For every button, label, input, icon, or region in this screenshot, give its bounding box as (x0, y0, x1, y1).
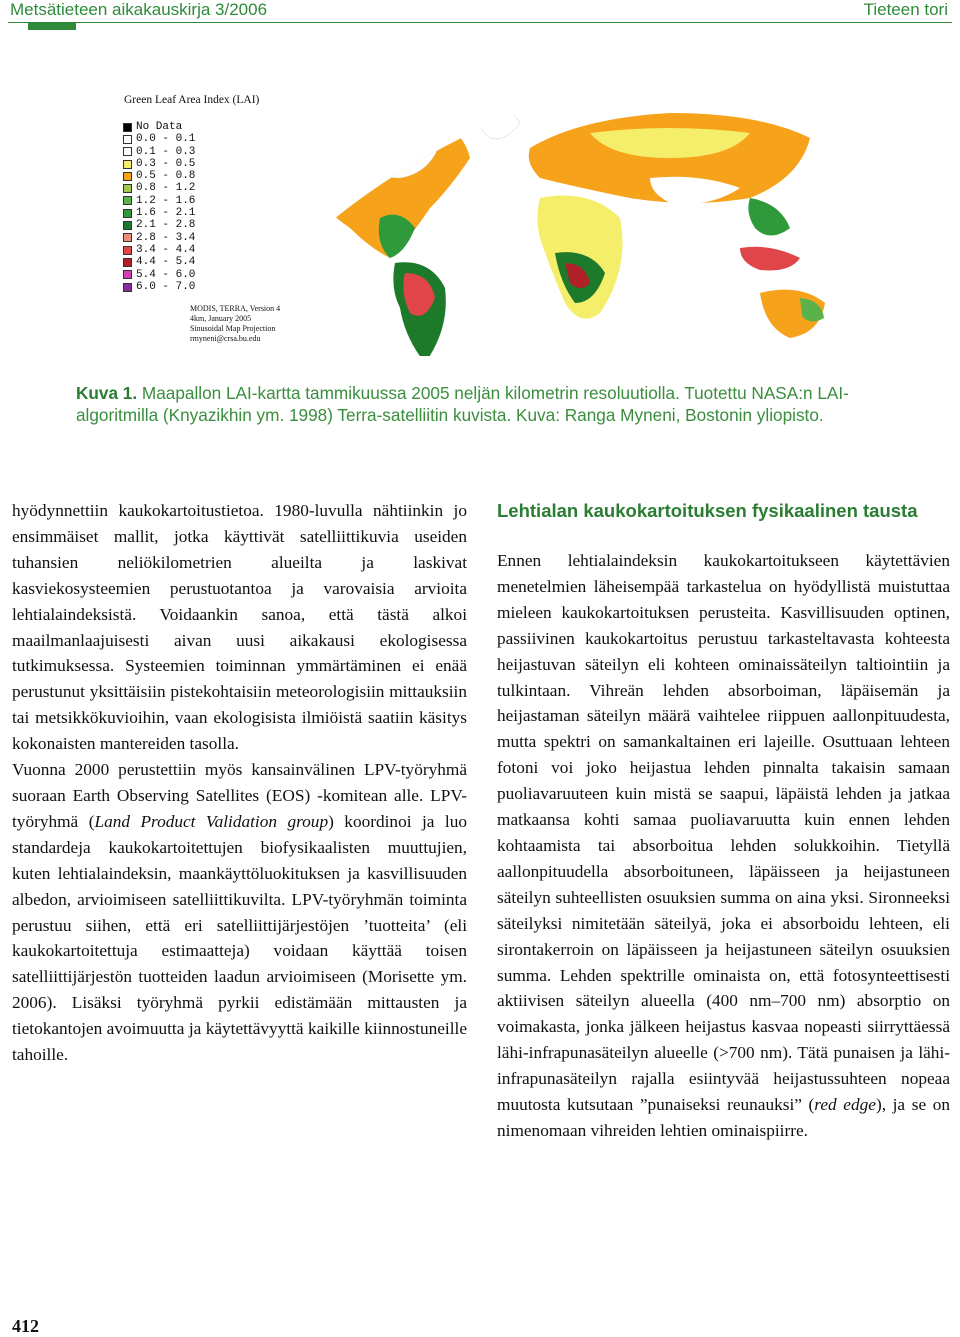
meta-line: Sinusoidal Map Projection (190, 324, 276, 333)
figure-caption (76, 382, 906, 426)
legend-label: 4.4 - 5.4 (136, 256, 196, 269)
legend-swatch (123, 283, 132, 292)
legend-label: 0.8 - 1.2 (136, 182, 196, 195)
legend-label: 0.0 - 0.1 (136, 133, 196, 146)
legend-label: 1.6 - 2.1 (136, 207, 196, 220)
legend-swatch (123, 221, 132, 230)
text-run: ), ja se on nimenomaan vihreiden lehtien ominaispiirre. (497, 1095, 951, 1140)
legend-swatch (123, 147, 132, 156)
legend-item (123, 195, 195, 207)
caption-text: Maapallon LAI-kartta tammikuussa 2005 neljän kilometrin resoluutiolla. Tuotettu NASA:n LAI-algoritmilla (Knyazikhin ym. 1998) Terra-satelliitin kuvista. Kuva: Ranga Myneni, Bostonin yliopisto. (76, 383, 849, 425)
figure-title: Green Leaf Area Index (LAI) (124, 94, 260, 106)
legend-item (123, 207, 195, 219)
journal-title: Metsätieteen aikakauskirja 3/2006 (10, 0, 268, 19)
section-heading: Lehtialan kaukokartoituksen fysikaalinen tausta (497, 500, 918, 521)
legend-label: 3.4 - 4.4 (136, 243, 196, 256)
paragraph: hyödynnettiin kaukokartoitustietoa. 1980-luvulla nähtiinkin jo ensimmäiset mallit, jotka käyttivät satelliittikuvia useiden tuhansien neliökilometrien alueilta ja laskivat kasviekosysteemien perustuotantoa ja varovaisia arvioita lehtialaindeksistä. Voidaankin sanoa, että tästä alkoi maailmanlaajuisesti aivan uusi aikakausi ekologisessa tutkimuksessa. Systeemien toiminnan ymmärtäminen ei enää perustunut yksittäisiin pistekohtaisiin meteorologisiin mittauksiin tai metsikkökuvioihin, vaan ekologisista ilmiöistä saatiin käsitys kokonaisten mantereiden tasolla. (12, 501, 467, 754)
legend-label: 2.8 - 3.4 (136, 231, 196, 244)
legend-swatch (123, 209, 132, 218)
page-number: 412 (12, 1316, 39, 1336)
legend-item (123, 269, 195, 281)
legend-label: 0.5 - 0.8 (136, 170, 196, 183)
legend-swatch (123, 233, 132, 242)
meta-line: MODIS, TERRA, Version 4 (190, 304, 281, 313)
legend-swatch (123, 246, 132, 255)
meta-line: 4km, January 2005 (190, 314, 252, 323)
text-run: ) koordinoi ja luo standardeja kaukokartoitettujen biofysikaalisten muuttujien, kuten lehtialaindeksin, maankäyttöluokituksen ja kasvillisuuden albedon, arvioimiseen satelliittikuvilta. LPV-työryhmän toiminta perustuu siihen, että eri satelliittijärjestöjen ’tuotteita’ (eli kaukokartoitettuja estimaatteja) voidaan käyttää toisen satelliittijärjestön tuotteiden laadun arvioimiseen (Morisette ym. 2006). Lisäksi työryhmä pyrkii edistämään mittausten ja tietokantojen avoimuutta ja käytettävyyttä kaikille kiinnostuneille tahoille. (12, 811, 467, 1065)
legend-item (123, 232, 195, 244)
caption-label: Kuva 1. (76, 383, 138, 403)
right-column (497, 498, 950, 1144)
paragraph (12, 757, 467, 1068)
legend-label: 6.0 - 7.0 (136, 280, 196, 293)
legend-swatch (123, 270, 132, 279)
legend-label: 1.2 - 1.6 (136, 194, 196, 207)
header-rule (8, 22, 952, 23)
legend-label: 0.3 - 0.5 (136, 157, 196, 170)
legend-label: 5.4 - 6.0 (136, 268, 196, 281)
legend-item (123, 244, 195, 256)
legend-swatch (123, 160, 132, 169)
map-legend (123, 121, 195, 293)
header-accent-bar (28, 22, 76, 30)
italic-term: red edge (814, 1095, 876, 1115)
text-run: Ennen lehtialaindeksin kaukokartoitukseen käytettävien menetelmien läheisempää tarkastelua on hyödyllistä muistuttaa mieleen kaukokartoituksen perusteita. Kasvillisuuden optinen, passiivinen kaukokartoitus perustuu tarkasteltavasta kohteesta heijastuvan säteilyn eli kohteen ominaissäteilyn taltiointiin ja tulkintaan. Vihreän lehden absorboiman, läpäisemän ja heijastaman säteilyn määrä vaihtelee riippuen aallonpituudesta, mutta spektri on samankaltainen eri lajeille. Osuttuaan lehteen fotoni voi joko heijastua lehden pinnalta takaisin samaan puoliavaruuteen kuin mistä se saapui, läpäistä lehden ja jatkaa matkaansa kohti samaa puoliavaruutta kuin ennen lehden kohtaamista tai absorboitua lehden solukkoihin. Tietyllä aallonpituudella absorboituneen, läpäisseen ja heijastuneen säteilyn suhteellisten osuuksien summa on aina yksi. Sironneeksi säteilyksi nimitetään säteilyä, joka ei absorboidu lehteen, eli sirontakerroin on läpäisseen ja heijastuneen säteilyn osuuksien summa. Lehden spektrille ominaista on, että fotosynteettisesti aktiivisen säteilyn alueella (400 nm–700 nm) absorptio on voimakasta, jonka jälkeen heijastus kasvaa nopeasti siirryttäessä lähi-infrapunasäteilyn alueelle (>700 nm). Tätä punaisen ja lähi-infrapunasäteilyn rajalla esiintyvää heijastussuhteen nopeaa muutosta kutsutaan ”punaiseksi reunauksi” ( (497, 551, 950, 1115)
section-title: Tieteen tori (863, 0, 948, 19)
legend-item (123, 182, 195, 194)
text-run: Vuonna 2000 perustettiin myös kansainvälinen LPV-työryhmä suoraan Earth Observing Satellites (EOS) -komitean alle. LPV-työryhmä ( (12, 760, 467, 831)
legend-item (123, 121, 195, 133)
legend-item (123, 256, 195, 268)
legend-swatch (123, 172, 132, 181)
legend-swatch (123, 184, 132, 193)
legend-item (123, 170, 195, 182)
legend-item (123, 146, 195, 158)
legend-item (123, 158, 195, 170)
legend-swatch (123, 123, 132, 132)
legend-swatch (123, 135, 132, 144)
italic-term: Land Product Validation group (94, 811, 329, 831)
legend-label: 2.1 - 2.8 (136, 219, 196, 232)
legend-label: No Data (136, 121, 183, 133)
map-metadata (190, 304, 280, 344)
map-continents (310, 107, 825, 363)
meta-line: rmyneni@crsa.bu.edu (190, 334, 261, 343)
legend-label: 0.1 - 0.3 (136, 145, 196, 158)
legend-swatch (123, 258, 132, 267)
legend-item (123, 281, 195, 293)
paragraph (497, 548, 950, 1144)
legend-item (123, 133, 195, 145)
legend-item (123, 219, 195, 231)
legend-swatch (123, 196, 132, 205)
left-column (12, 498, 467, 1068)
